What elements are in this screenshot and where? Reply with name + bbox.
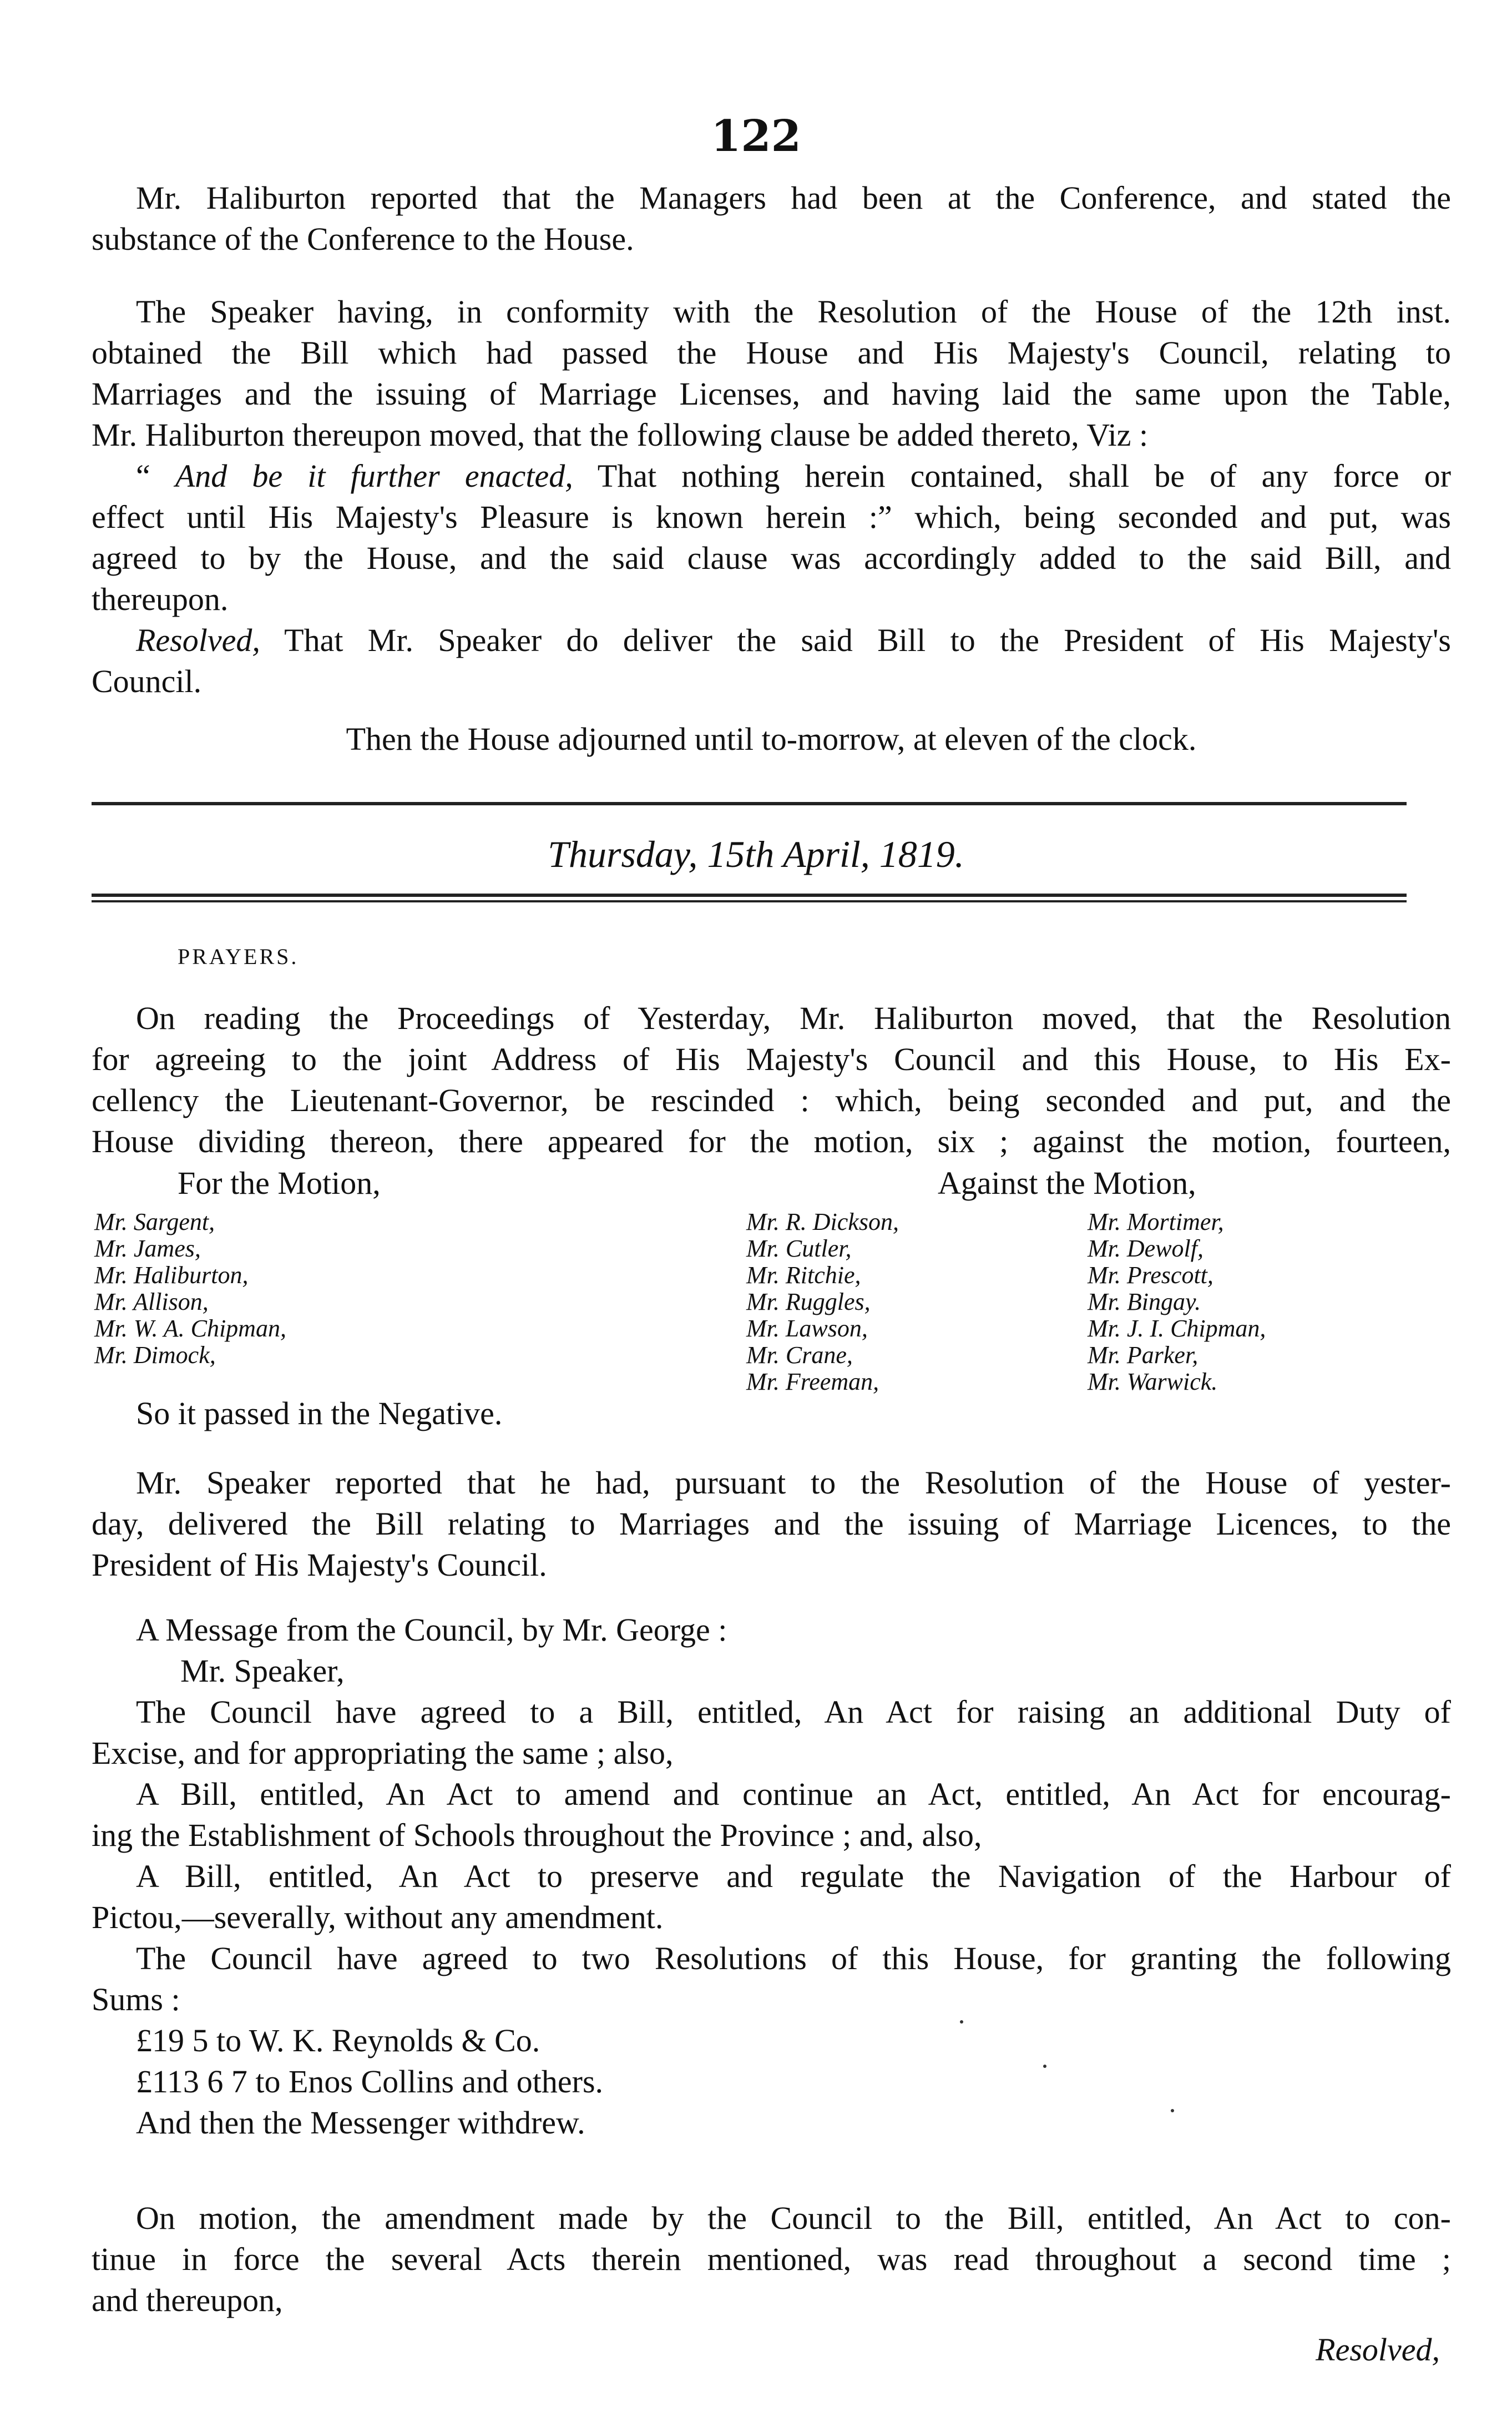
member-name: Mr. Warwick. (1088, 1368, 1218, 1395)
paragraph-conference-report (92, 178, 1451, 260)
text-line: Pictou,—severally, without any amendment. (92, 1899, 664, 1935)
text-line: agreed to by the House, and the said clause was accordingly added to the said Bill, and (92, 540, 1451, 576)
text-line: Mr. Speaker reported that he had, pursuant to the Resolution of the House of yester- (136, 1465, 1451, 1501)
text-line: £19 5 to W. K. Reynolds & Co. (136, 2022, 540, 2058)
text-line: On reading the Proceedings of Yesterday, Mr. Haliburton moved, that the Resolution (136, 1000, 1451, 1036)
member-name: Mr. Haliburton, (94, 1262, 249, 1289)
text-line: ing the Establishment of Schools throughout the Province ; and, also, (92, 1817, 982, 1853)
text-line (92, 620, 1451, 661)
quote-mark: “ (136, 458, 150, 494)
day-heading: Thursday, 15th April, 1819. (548, 833, 964, 875)
paragraph-council-message (92, 1609, 1451, 2143)
for-names-column (94, 1209, 286, 1369)
paragraph-clause (92, 456, 1451, 620)
section-rule-bottom-thin (92, 900, 1407, 902)
text-line: President of His Majesty's Council. (92, 1547, 547, 1583)
text-line: thereupon. (92, 581, 229, 617)
text-line: Council. (92, 663, 202, 699)
text-line: A Message from the Council, by Mr. George : (136, 1612, 727, 1648)
text-line: substance of the Conference to the House. (92, 221, 634, 257)
text-line: for agreeing to the joint Address of His Majesty's Council and this House, to His Ex- (92, 1041, 1451, 1077)
member-name: Mr. W. A. Chipman, (94, 1315, 286, 1342)
paragraph-adjourned (92, 719, 1451, 760)
text-line: On motion, the amendment made by the Council to the Bill, entitled, An Act to con- (136, 2200, 1451, 2236)
clause-italic-lead: And be it further enacted, (175, 458, 573, 494)
text-line: The Council have agreed to two Resolutions of this House, for granting the following (136, 1940, 1451, 1976)
paragraph-resolved (92, 620, 1451, 702)
text-line: A Bill, entitled, An Act to preserve and regulate the Navigation of the Harbour of (136, 1858, 1451, 1894)
paragraph-speaker-delivered (92, 1462, 1451, 1586)
text-line: Then the House adjourned until to-morrow, at eleven of the clock. (346, 721, 1197, 757)
member-name: Mr. Freeman, (746, 1368, 879, 1395)
text-line: Mr. Haliburton thereupon moved, that the following clause be added thereto, Viz : (92, 417, 1149, 453)
text-line: £113 6 7 to Enos Collins and others. (136, 2063, 604, 2100)
member-name: Mr. Prescott, (1088, 1262, 1213, 1289)
scan-speck (960, 2020, 963, 2024)
paragraph-rescind-motion (92, 998, 1451, 1162)
text-line: So it passed in the Negative. (136, 1395, 503, 1431)
paragraph-speaker-bill (92, 291, 1451, 456)
text-line: A Bill, entitled, An Act to amend and continue an Act, entitled, An Act for encourag- (136, 1776, 1451, 1812)
text-line: The Council have agreed to a Bill, entitled, An Act for raising an additional Duty of (136, 1694, 1451, 1730)
text-line: obtained the Bill which had passed the House and His Majesty's Council, relating to (92, 335, 1451, 371)
against-names-column-1 (746, 1209, 899, 1395)
text-line: day, delivered the Bill relating to Marriages and the issuing of Marriage Licences, to the (92, 1506, 1451, 1542)
text-line: Mr. Haliburton reported that the Managers had been at the Conference, and stated the (136, 180, 1451, 216)
member-name: Mr. Lawson, (746, 1315, 868, 1342)
member-name: Mr. Ritchie, (746, 1262, 861, 1289)
text-line: The Speaker having, in conformity with the Resolution of the House of the 12th inst. (136, 294, 1451, 330)
text-line: House dividing thereon, there appeared for the motion, six ; against the motion, fourteen, (92, 1123, 1451, 1159)
member-name: Mr. Allison, (94, 1288, 209, 1315)
member-name: Mr. Ruggles, (746, 1288, 871, 1315)
text-span: That nothing herein contained, shall be of any force or (573, 458, 1452, 494)
section-rule-top (92, 802, 1407, 805)
text-line: And then the Messenger withdrew. (136, 2105, 585, 2141)
member-name: Mr. Crane, (746, 1341, 853, 1369)
member-name: Mr. James, (94, 1235, 201, 1262)
member-name: Mr. J. I. Chipman, (1088, 1315, 1266, 1342)
scan-speck (1171, 2109, 1174, 2112)
for-motion-heading: For the Motion, (178, 1165, 381, 1201)
member-name: Mr. Dewolf, (1088, 1235, 1203, 1262)
text-line: tinue in force the several Acts therein mentioned, was read throughout a second time ; (92, 2241, 1451, 2277)
member-name: Mr. Dimock, (94, 1341, 216, 1369)
scan-speck (1043, 2065, 1046, 2068)
text-line (92, 456, 1451, 497)
paragraph-amendment-motion (92, 2198, 1451, 2321)
catchword: Resolved, (1316, 2332, 1440, 2368)
section-rule-bottom (92, 894, 1407, 897)
member-name: Mr. Parker, (1088, 1341, 1199, 1369)
member-name: Mr. Sargent, (94, 1208, 215, 1235)
text-line: effect until His Majesty's Pleasure is known herein :” which, being seconded and put, was (92, 499, 1451, 535)
resolved-italic-lead: Resolved, (136, 622, 260, 658)
paragraph-negative (92, 1393, 1451, 1434)
against-motion-heading: Against the Motion, (938, 1165, 1196, 1201)
member-name: Mr. Mortimer, (1088, 1208, 1224, 1235)
member-name: Mr. Cutler, (746, 1235, 852, 1262)
page-number: 122 (711, 111, 801, 162)
text-span: That Mr. Speaker do deliver the said Bill to the President of His Majesty's (260, 622, 1451, 658)
text-line: Mr. Speaker, (180, 1653, 345, 1689)
text-line: Marriages and the issuing of Marriage Licenses, and having laid the same upon the Table, (92, 376, 1451, 412)
member-name: Mr. Bingay. (1088, 1288, 1201, 1315)
text-line: Sums : (92, 1981, 180, 2017)
prayers-label: PRAYERS. (178, 944, 299, 969)
text-line: cellency the Lieutenant-Governor, be rescinded : which, being seconded and put, and the (92, 1082, 1451, 1118)
member-name: Mr. R. Dickson, (746, 1208, 899, 1235)
text-line: and thereupon, (92, 2282, 283, 2318)
against-names-column-2 (1088, 1209, 1266, 1395)
text-line: Excise, and for appropriating the same ; also, (92, 1735, 674, 1771)
